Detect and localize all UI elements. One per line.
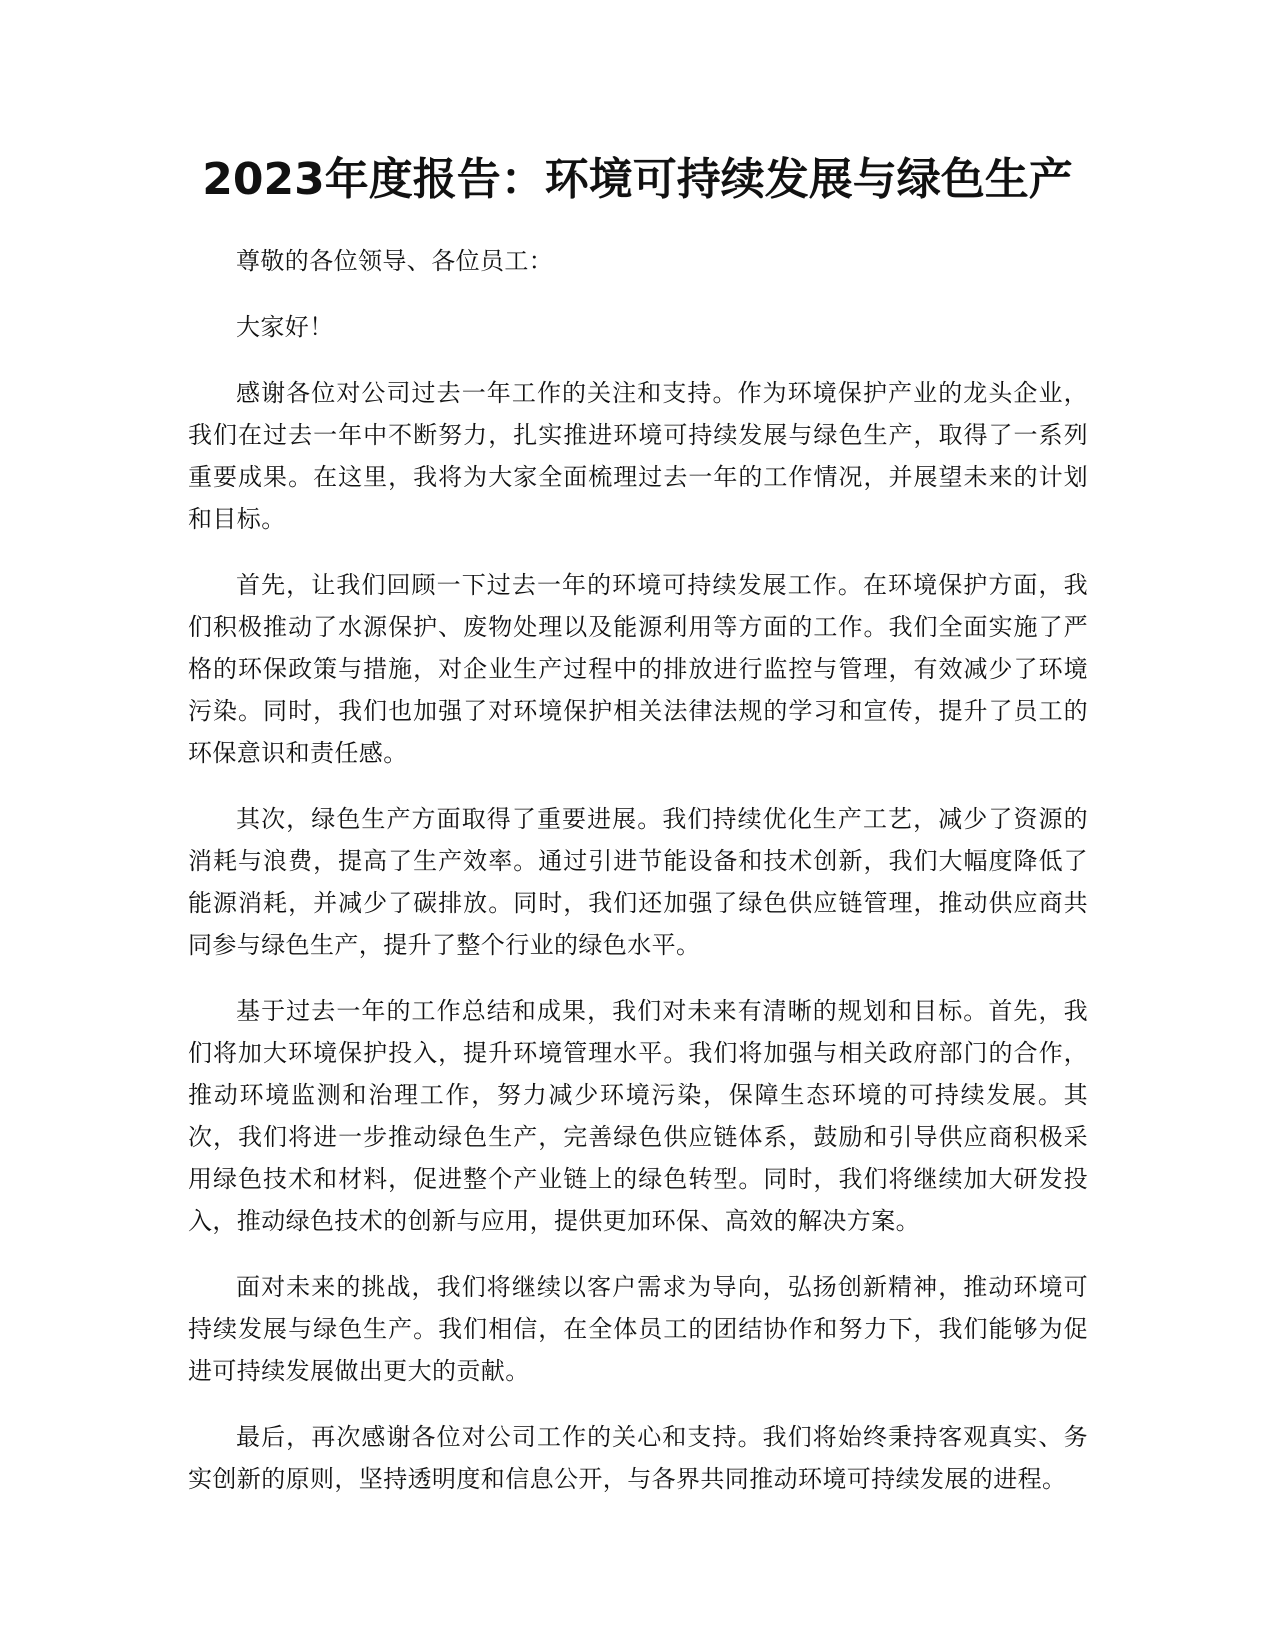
- paragraph-green-production: 其次，绿色生产方面取得了重要进展。我们持续优化生产工艺，减少了资源的消耗与浪费，提高了生产效率。通过引进节能设备和技术创新，我们大幅度降低了能源消耗，并减少了碳排放。同时，我们还加强了绿色供应链管理，推动供应商共同参与绿色生产，提升了整个行业的绿色水平。: [188, 805, 1088, 959]
- paragraph-future-plans: 基于过去一年的工作总结和成果，我们对未来有清晰的规划和目标。首先，我们将加大环境保护投入，提升环境管理水平。我们将加强与相关政府部门的合作，推动环境监测和治理工作，努力减少环境污染，保障生态环境的可持续发展。其次，我们将进一步推动绿色生产，完善绿色供应链体系，鼓励和引导供应商积极采用绿色技术和材料，促进整个产业链上的绿色转型。同时，我们将继续加大研发投入，推动绿色技术的创新与应用，提供更加环保、高效的解决方案。: [188, 997, 1088, 1235]
- paragraph-challenges: 面对未来的挑战，我们将继续以客户需求为导向，弘扬创新精神，推动环境可持续发展与绿色生产。我们相信，在全体员工的团结协作和努力下，我们能够为促进可持续发展做出更大的贡献。: [188, 1273, 1088, 1385]
- paragraph-closing: 最后，再次感谢各位对公司工作的关心和支持。我们将始终秉持客观真实、务实创新的原则，坚持透明度和信息公开，与各界共同推动环境可持续发展的进程。: [188, 1423, 1088, 1493]
- document-body: [188, 240, 1088, 1524]
- paragraph-environment-review: 首先，让我们回顾一下过去一年的环境可持续发展工作。在环境保护方面，我们积极推动了水源保护、废物处理以及能源利用等方面的工作。我们全面实施了严格的环保政策与措施，对企业生产过程中的排放进行监控与管理，有效减少了环境污染。同时，我们也加强了对环境保护相关法律法规的学习和宣传，提升了员工的环保意识和责任感。: [188, 571, 1088, 767]
- paragraph-salutation: 尊敬的各位领导、各位员工：: [236, 247, 554, 275]
- paragraph-greeting: 大家好！: [236, 313, 334, 341]
- paragraph-intro: 感谢各位对公司过去一年工作的关注和支持。作为环境保护产业的龙头企业，我们在过去一年中不断努力，扎实推进环境可持续发展与绿色生产，取得了一系列重要成果。在这里，我将为大家全面梳理过去一年的工作情况，并展望未来的计划和目标。: [188, 379, 1088, 533]
- document-title: 2023年度报告：环境可持续发展与绿色生产: [202, 154, 1073, 205]
